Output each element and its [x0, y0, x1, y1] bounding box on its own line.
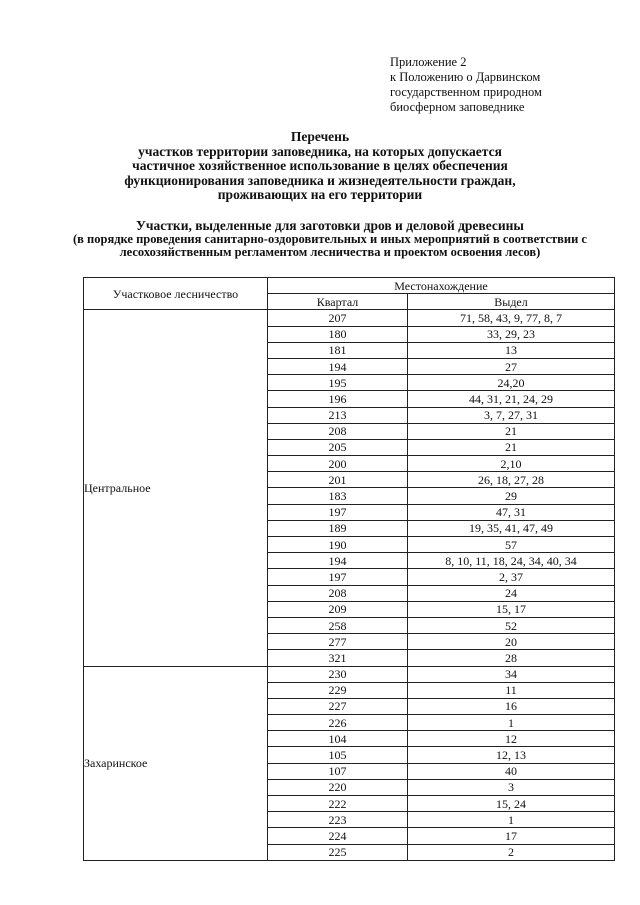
quarter-cell: 200 [268, 456, 408, 472]
subtitle-line: Участки, выделенные для заготовки дров и деловой древесины [136, 218, 524, 233]
appendix-line: Приложение 2 [390, 55, 467, 69]
appendix-line: к Положению о Дарвинском [390, 70, 541, 84]
section-cell: 1 [408, 715, 615, 731]
section-cell: 2,10 [408, 456, 615, 472]
title-line: проживающих на его территории [217, 187, 423, 202]
section-cell: 44, 31, 21, 24, 29 [408, 391, 615, 407]
quarter-cell: 227 [268, 698, 408, 714]
section-cell: 3 [408, 779, 615, 795]
section-cell: 15, 24 [408, 796, 615, 812]
section-cell: 3, 7, 27, 31 [408, 407, 615, 423]
quarter-cell: 223 [268, 812, 408, 828]
quarter-cell: 321 [268, 650, 408, 666]
subtitle-line: (в порядке проведения санитарно-оздоровительных и иных мероприятий в соответствии с [73, 231, 587, 246]
section-cell: 71, 58, 43, 9, 77, 8, 7 [408, 310, 615, 326]
section-cell: 29 [408, 488, 615, 504]
quarter-cell: 181 [268, 342, 408, 358]
quarter-cell: 208 [268, 585, 408, 601]
quarter-cell: 209 [268, 601, 408, 617]
quarter-cell: 224 [268, 828, 408, 844]
quarter-cell: 183 [268, 488, 408, 504]
section-cell: 21 [408, 439, 615, 455]
section-cell: 20 [408, 634, 615, 650]
quarter-cell: 190 [268, 537, 408, 553]
section-cell: 33, 29, 23 [408, 326, 615, 342]
forestry-name: Захаринское [84, 666, 268, 860]
section-cell: 2 [408, 844, 615, 860]
table-body [84, 310, 615, 860]
quarter-cell: 208 [268, 423, 408, 439]
forestry-name: Центральное [84, 310, 268, 666]
quarter-cell: 105 [268, 747, 408, 763]
section-subtitle [40, 219, 620, 260]
quarter-cell: 230 [268, 666, 408, 682]
appendix-note [390, 55, 620, 115]
appendix-line: биосферном заповеднике [390, 100, 525, 114]
section-cell: 12, 13 [408, 747, 615, 763]
quarter-cell: 104 [268, 731, 408, 747]
section-cell: 24,20 [408, 375, 615, 391]
section-cell: 34 [408, 666, 615, 682]
table-row [84, 666, 615, 682]
document-title [40, 130, 600, 203]
section-cell: 27 [408, 358, 615, 374]
quarter-cell: 207 [268, 310, 408, 326]
title-line: Перечень [290, 129, 350, 144]
section-cell: 47, 31 [408, 504, 615, 520]
quarter-cell: 220 [268, 779, 408, 795]
quarter-cell: 222 [268, 796, 408, 812]
header-quarter: Квартал [268, 294, 408, 310]
quarter-cell: 205 [268, 439, 408, 455]
quarter-cell: 213 [268, 407, 408, 423]
header-forestry: Участковое лесничество [84, 278, 268, 310]
title-line: частичное хозяйственное использование в целях обеспечения [132, 158, 508, 173]
quarter-cell: 195 [268, 375, 408, 391]
appendix-line: государственном природном [390, 85, 542, 99]
quarter-cell: 225 [268, 844, 408, 860]
section-cell: 13 [408, 342, 615, 358]
section-cell: 40 [408, 763, 615, 779]
quarter-cell: 197 [268, 569, 408, 585]
quarter-cell: 180 [268, 326, 408, 342]
quarter-cell: 194 [268, 553, 408, 569]
table-row [84, 310, 615, 326]
section-cell: 26, 18, 27, 28 [408, 472, 615, 488]
header-location: Местонахождение [268, 278, 615, 294]
section-cell: 8, 10, 11, 18, 24, 34, 40, 34 [408, 553, 615, 569]
quarter-cell: 258 [268, 617, 408, 633]
section-cell: 52 [408, 617, 615, 633]
quarter-cell: 196 [268, 391, 408, 407]
section-cell: 21 [408, 423, 615, 439]
quarter-cell: 226 [268, 715, 408, 731]
quarter-cell: 189 [268, 520, 408, 536]
section-cell: 19, 35, 41, 47, 49 [408, 520, 615, 536]
section-cell: 11 [408, 682, 615, 698]
section-cell: 12 [408, 731, 615, 747]
section-cell: 16 [408, 698, 615, 714]
title-line: участков территории заповедника, на которых допускается [138, 143, 502, 159]
quarter-cell: 107 [268, 763, 408, 779]
forestry-table [83, 277, 615, 861]
quarter-cell: 277 [268, 634, 408, 650]
quarter-cell: 197 [268, 504, 408, 520]
section-cell: 28 [408, 650, 615, 666]
subtitle-line: лесохозяйственным регламентом лесничества и проектом освоения лесов) [119, 245, 541, 259]
section-cell: 17 [408, 828, 615, 844]
section-cell: 24 [408, 585, 615, 601]
quarter-cell: 229 [268, 682, 408, 698]
quarter-cell: 201 [268, 472, 408, 488]
section-cell: 2, 37 [408, 569, 615, 585]
section-cell: 1 [408, 812, 615, 828]
title-line: функционирования заповедника и жизнедеятельности граждан, [124, 172, 516, 188]
section-cell: 15, 17 [408, 601, 615, 617]
section-cell: 57 [408, 537, 615, 553]
quarter-cell: 194 [268, 358, 408, 374]
header-section: Выдел [408, 294, 615, 310]
